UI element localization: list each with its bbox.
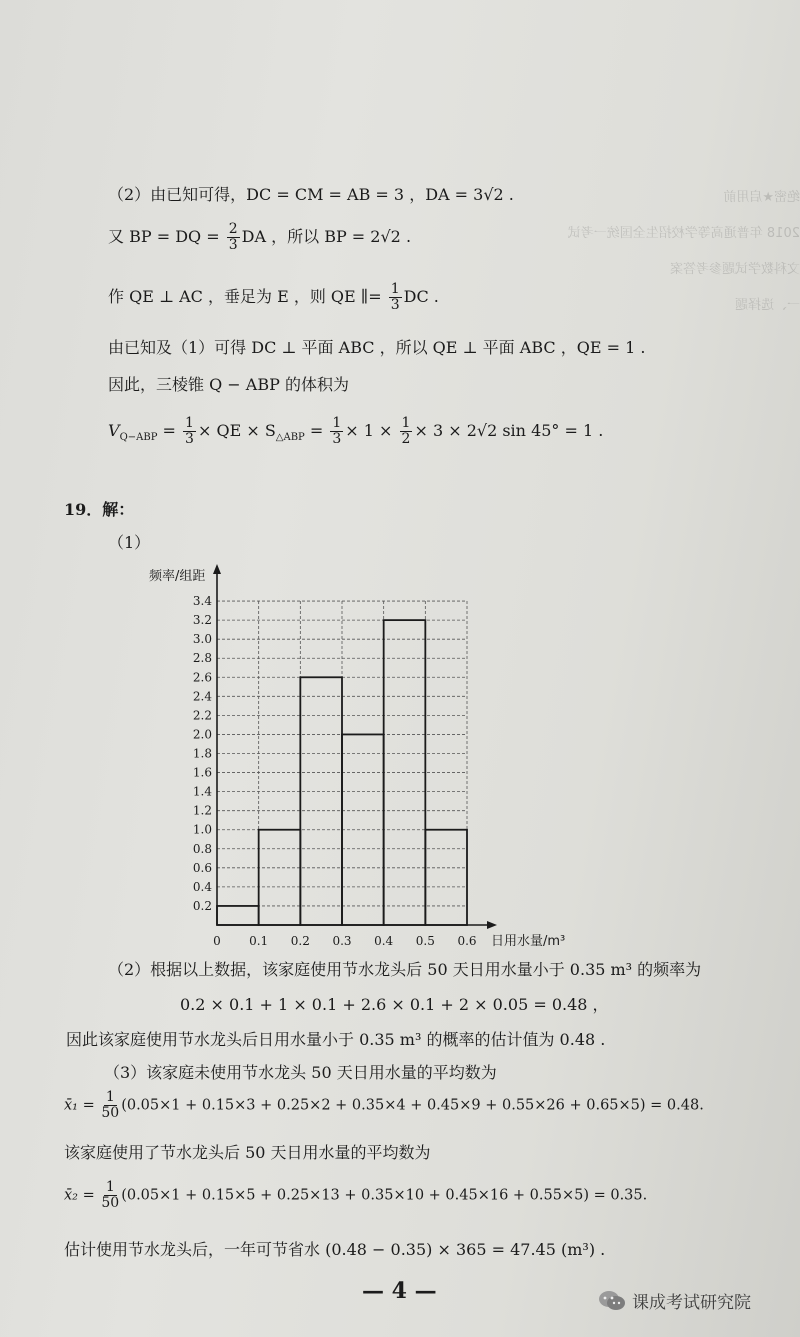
x-tick-label: 0.2 (290, 934, 310, 948)
y-tick-label: 3.2 (192, 613, 212, 628)
question-19-heading: 19．解： (64, 500, 135, 519)
histogram-bar (425, 830, 467, 925)
line-volume-formula: $V_{Q-ABP}$ = $\frac{1}{3}$ × QE × $S_{\triangle ABP}$ = $\frac{1}{3}$ × 1 × $\frac{1}{2}$ × 3 × 2√2 sin 45° = 1 . (108, 415, 604, 447)
y-tick-label: 2.2 (192, 708, 212, 723)
x-axis-label: 日用水量/m³ (491, 934, 566, 949)
part3-intro2: 该家庭使用了节水龙头后 50 天日用水量的平均数为 (64, 1143, 431, 1162)
watermark-text: 课成考试研究院 (632, 1293, 751, 1313)
y-tick-label: 0.8 (192, 841, 212, 856)
line-given: （2）由已知可得，DC = CM = AB = 3 ，DA = 3√2 . (108, 185, 514, 204)
line-dc-perp: 由已知及（1）可得 DC ⊥ 平面 ABC ，所以 QE ⊥ 平面 ABC ，QE = 1 . (108, 338, 646, 357)
histogram-bar (217, 906, 259, 925)
watermark (598, 1288, 751, 1313)
x-tick-label: 0.4 (374, 934, 394, 948)
y-tick-label: 2.6 (192, 670, 212, 685)
y-tick-label: 1.4 (192, 784, 212, 799)
y-axis-label: 频率/组距 (149, 569, 206, 584)
y-tick-label: 1.0 (192, 822, 212, 837)
part2-intro: （2）根据以上数据，该家庭使用节水龙头后 50 天日用水量小于 0.35 m³ 的频率为 (108, 960, 702, 979)
histogram-bar (259, 830, 301, 925)
x-axis-arrow (487, 921, 497, 929)
line-qe-ac: 作 QE ⊥ AC ，垂足为 E ，则 QE ∥= $\frac{1}{3}$ DC . (108, 281, 439, 313)
histogram-svg (145, 560, 595, 955)
y-tick-label: 2.8 (192, 651, 212, 666)
line-bp-dq: 又 BP = DQ = $\frac{2}{3}$ DA ，所以 BP = 2√2 . (108, 221, 412, 253)
sub-question-1: （1） (108, 533, 151, 552)
y-tick-label: 3.4 (192, 594, 212, 609)
part2-calc: 0.2 × 0.1 + 1 × 0.1 + 2.6 × 0.1 + 2 × 0.05 = 0.48 ， (180, 995, 609, 1014)
y-tick-label: 2.4 (192, 689, 212, 704)
fraction-one-third: $\frac{1}{3}$ (390, 281, 400, 313)
y-tick-label: 0.2 (192, 898, 212, 913)
part3-conclusion: 估计使用节水龙头后，一年可节省水 (0.48 − 0.35) × 365 = 47.45 (m³) . (64, 1240, 606, 1259)
line-therefore: 因此，三棱锥 Q − ABP 的体积为 (108, 375, 349, 394)
y-tick-label: 3.0 (192, 632, 212, 647)
part3-intro: （3）该家庭未使用节水龙头 50 天日用水量的平均数为 (104, 1063, 497, 1082)
x-tick-label: 0 (213, 934, 221, 948)
y-tick-label: 1.8 (192, 746, 212, 761)
histogram-chart (145, 560, 595, 955)
wechat-icon (598, 1290, 626, 1312)
y-tick-label: 0.6 (192, 860, 212, 875)
y-tick-label: 2.0 (192, 727, 212, 742)
y-axis-arrow (213, 564, 221, 574)
bleed-through-text: 绝密★启用前 2018 年普通高等学校招生全国统一考试 文科数学试题参考答案 一、选择题 (567, 190, 800, 313)
x-tick-label: 0.5 (415, 934, 435, 948)
part3-mean2: x̄₂ = $\frac{1}{50}$ (0.05×1 + 0.15×5 + 0.25×13 + 0.35×10 + 0.45×16 + 0.55×5) = 0.35. (64, 1179, 648, 1211)
fraction-two-thirds: $\frac{2}{3}$ (228, 221, 238, 253)
part2-conclusion: 因此该家庭使用节水龙头后日用水量小于 0.35 m³ 的概率的估计值为 0.48 . (66, 1030, 606, 1049)
y-tick-label: 1.2 (192, 803, 212, 818)
x-tick-label: 0.6 (457, 934, 477, 948)
part3-mean1: x̄₁ = $\frac{1}{50}$ (0.05×1 + 0.15×3 + 0.25×2 + 0.35×4 + 0.45×9 + 0.55×26 + 0.65×5) = 0.48. (64, 1089, 704, 1121)
x-tick-label: 0.3 (332, 934, 352, 948)
y-tick-label: 0.4 (192, 879, 212, 894)
y-tick-label: 1.6 (192, 765, 212, 780)
page-number: — 4 — (362, 1278, 437, 1304)
histogram-bar (300, 677, 342, 925)
x-tick-label: 0.1 (249, 934, 269, 948)
